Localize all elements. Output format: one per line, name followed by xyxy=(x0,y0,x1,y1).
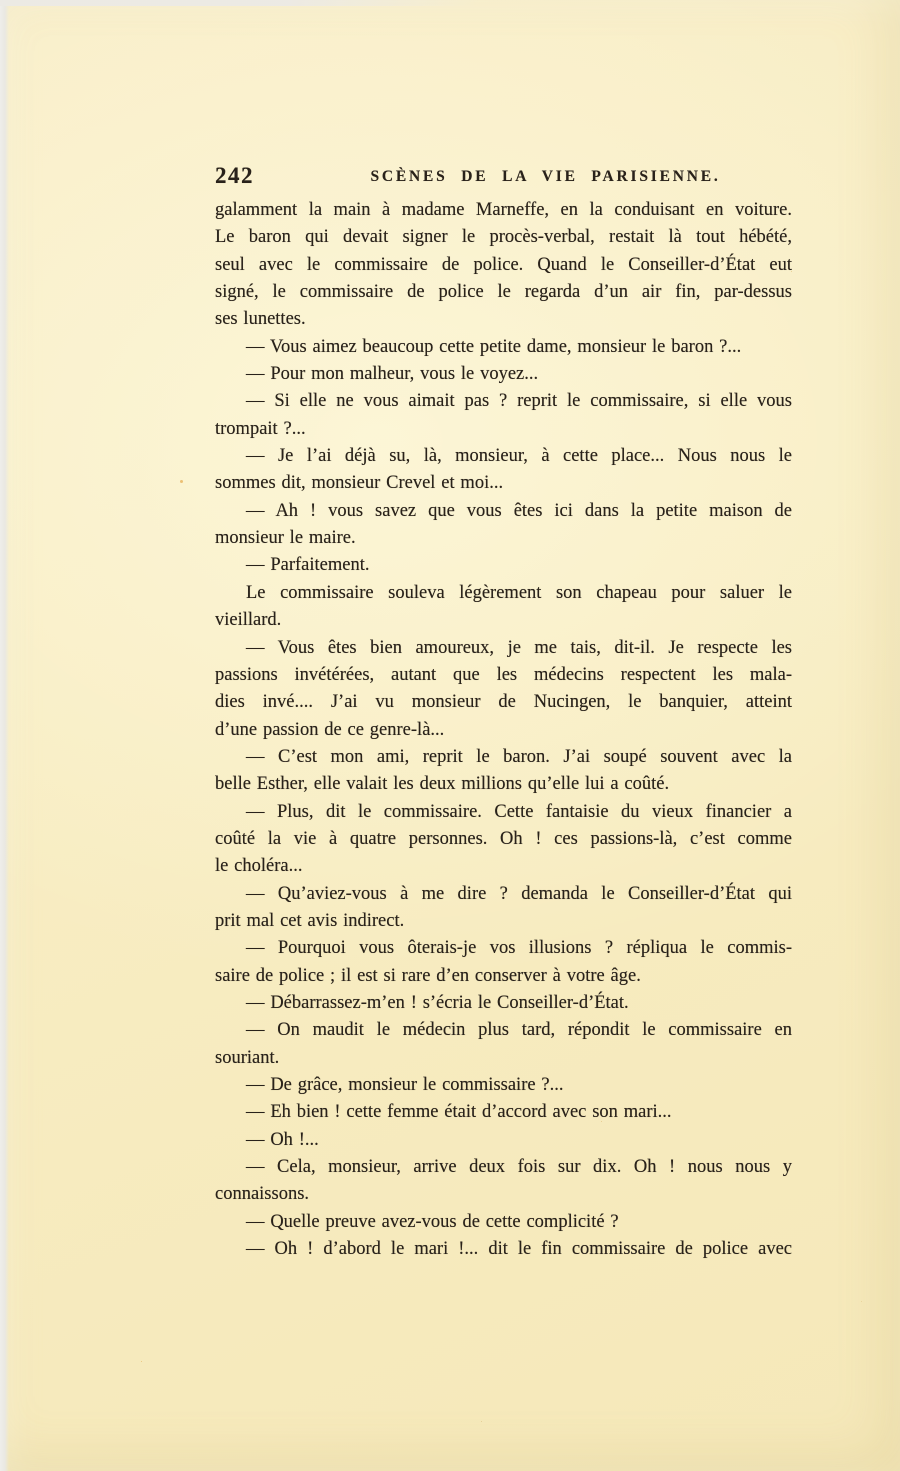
text-line: — Je l’ai déjà su, là, monsieur, à cette place... Nous nous le xyxy=(246,446,792,467)
text-line: — Pour mon malheur, vous le voyez... xyxy=(246,364,539,385)
text-line: Le baron qui devait signer le procès-verbal, restait là tout hébété, xyxy=(215,227,792,248)
page-text xyxy=(215,197,792,1263)
text-line: connaissons. xyxy=(215,1184,310,1205)
text-line: monsieur le maire. xyxy=(215,528,356,549)
page-number: 242 xyxy=(215,163,254,188)
scan-edge-top xyxy=(0,0,480,6)
text-line: — Débarrassez-m’en ! s’écria le Conseiller-d’État. xyxy=(246,992,629,1013)
text-line: ses lunettes. xyxy=(215,309,306,330)
text-line: dies invé.... J’ai vu monsieur de Nucingen, le banquier, atteint xyxy=(215,692,792,713)
text-line: belle Esther, elle valait les deux millions qu’elle lui a coûté. xyxy=(215,774,670,795)
text-line: — Vous aimez beaucoup cette petite dame, monsieur le baron ?... xyxy=(246,336,742,357)
page-header xyxy=(215,163,792,191)
text-line: — C’est mon ami, reprit le baron. J’ai soupé souvent avec la xyxy=(246,746,792,767)
text-line: coûté la vie à quatre personnes. Oh ! ces passions-là, c’est comme xyxy=(215,828,792,849)
text-line: Le commissaire souleva légèrement son chapeau pour saluer le xyxy=(246,582,792,603)
running-title: SCÈNES DE LA VIE PARISIENNE. xyxy=(370,168,721,185)
text-line: souriant. xyxy=(215,1047,280,1068)
text-line: passions invétérées, autant que les médecins respectent les mala- xyxy=(215,664,792,685)
text-line: trompait ?... xyxy=(215,418,306,439)
text-line: — Eh bien ! cette femme était d’accord avec son mari... xyxy=(246,1102,672,1123)
text-line: le choléra... xyxy=(215,856,303,877)
text-line: — Oh !... xyxy=(246,1129,319,1150)
text-line: — Parfaitement. xyxy=(246,555,370,576)
text-line: seul avec le commissaire de police. Quand le Conseiller-d’État eut xyxy=(215,254,792,275)
text-line: — On maudit le médecin plus tard, répondit le commissaire en xyxy=(246,1020,792,1041)
text-line: — Plus, dit le commissaire. Cette fantaisie du vieux financier a xyxy=(246,801,792,822)
text-line: vieillard. xyxy=(215,610,282,631)
text-line: signé, le commissaire de police le regarda d’un air fin, par-dessus xyxy=(215,282,792,303)
text-line: — Vous êtes bien amoureux, je me tais, dit-il. Je respecte les xyxy=(246,637,792,658)
text-line: galamment la main à madame Marneffe, en la conduisant en voiture. xyxy=(215,200,792,220)
scan-edge-left xyxy=(0,0,9,1471)
text-line: — De grâce, monsieur le commissaire ?... xyxy=(246,1075,564,1095)
text-line: d’une passion de ce genre-là... xyxy=(215,719,445,740)
text-line: sommes dit, monsieur Crevel et moi... xyxy=(215,473,504,494)
text-line: saire de police ; il est si rare d’en conserver à votre âge. xyxy=(215,965,641,986)
text-line: — Si elle ne vous aimait pas ? reprit le commissaire, si elle vous xyxy=(246,391,792,412)
text-line: — Oh ! d’abord le mari !... dit le fin commissaire de police avec xyxy=(246,1239,792,1260)
text-line: — Pourquoi vous ôterais-je vos illusions ? répliqua le commis- xyxy=(246,938,792,959)
text-line: — Quelle preuve avez-vous de cette complicité ? xyxy=(246,1211,619,1232)
text-line: prit mal cet avis indirect. xyxy=(215,910,405,931)
text-line: — Qu’aviez-vous à me dire ? demanda le Conseiller-d’État qui xyxy=(246,883,792,904)
text-line: — Cela, monsieur, arrive deux fois sur dix. Oh ! nous nous y xyxy=(246,1157,792,1178)
text-line: — Ah ! vous savez que vous êtes ici dans la petite maison de xyxy=(246,500,792,521)
